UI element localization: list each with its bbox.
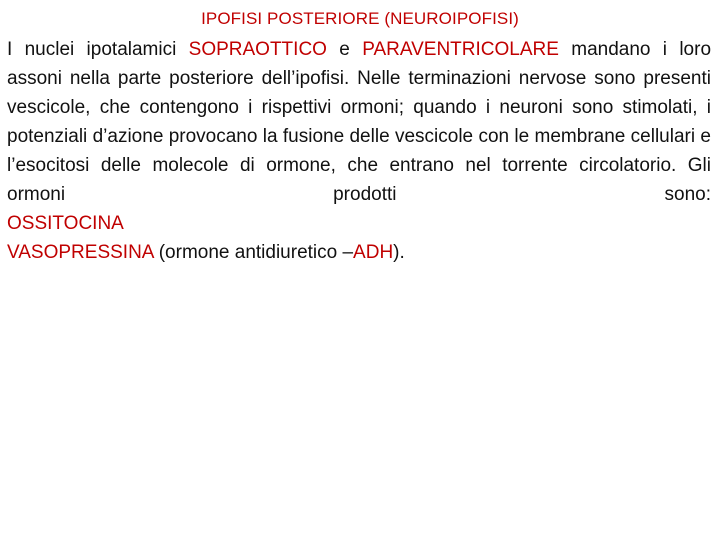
hormone-vasopressina: VASOPRESSINA	[7, 242, 154, 263]
intro-text: I nuclei ipotalamici	[7, 39, 177, 60]
paragraph-main-text	[7, 35, 711, 209]
vasopressina-note-close: ).	[393, 242, 405, 263]
body-paragraph	[7, 35, 711, 267]
nucleus-sopraottico: SOPRAOTTICO	[188, 39, 327, 60]
hormone-line-ossitocina	[7, 209, 711, 238]
slide-title: IPOFISI POSTERIORE (NEUROIPOFISI)	[201, 9, 519, 28]
conjunction-text: e	[339, 39, 350, 60]
hormone-ossitocina: OSSITOCINA	[7, 213, 124, 234]
adh-abbreviation: ADH	[353, 242, 394, 263]
hormone-line-vasopressina	[7, 238, 711, 267]
paragraph-rest-text: mandano i loro assoni nella parte posteriore dell’ipofisi. Nelle terminazioni nervose sono presenti vescicole, che contengono i rispettivi ormoni; quando i neuroni sono stimolati, i potenziali d’azione provocano la fusione delle vescicole con le membrane cellulari e l’esocitosi delle molecole di ormone, che entrano nel torrente circolatorio. Gli ormoni prodotti sono:	[7, 39, 712, 205]
nucleus-paraventricolare: PARAVENTRICOLARE	[362, 39, 559, 60]
vasopressina-note-open: (ormone antidiuretico –	[158, 242, 354, 263]
